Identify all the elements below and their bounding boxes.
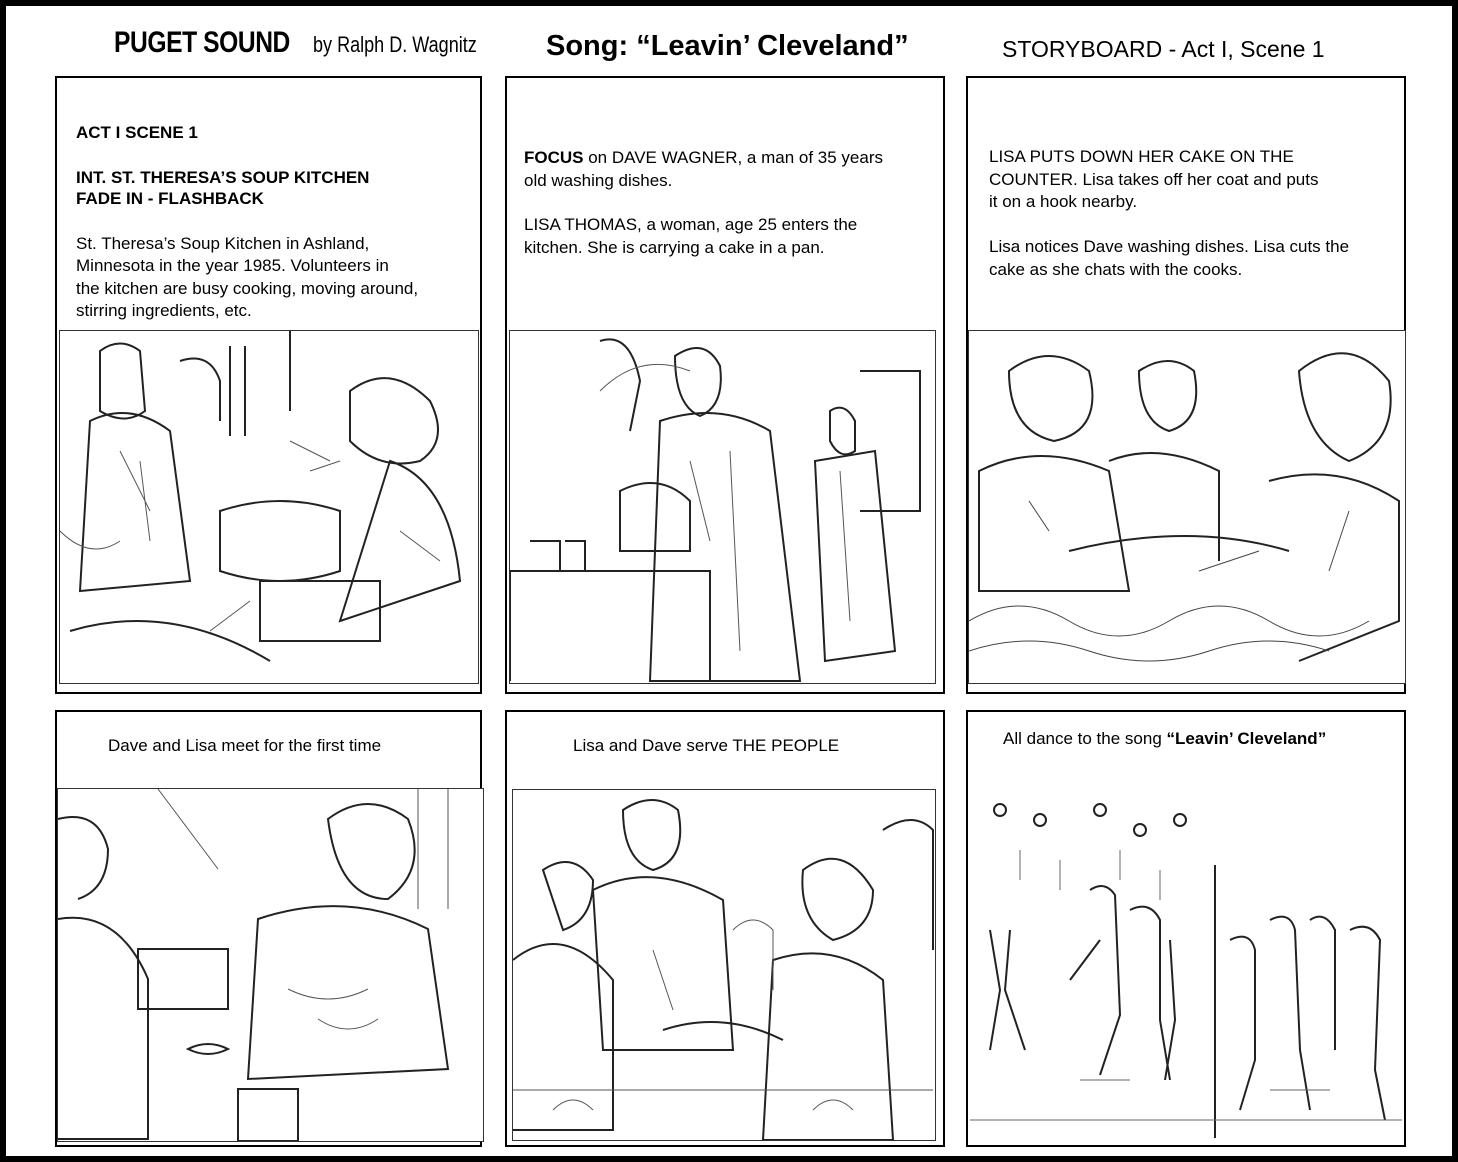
panel-2-body: LISA THOMAS, a woman, age 25 enters the kitchen. She is carrying a cake in a pan. xyxy=(524,215,858,257)
dance-song-title: “Leavin’ Cleveland” xyxy=(1166,729,1327,748)
play-title: PUGET SOUND xyxy=(114,26,290,59)
focus-text: on DAVE WAGNER, a man of 35 years old washing dishes. xyxy=(524,148,884,190)
kitchen-sketch-icon xyxy=(59,330,479,684)
song-title: Song: “Leavin’ Cleveland” xyxy=(546,30,909,62)
panel-1-body: St. Theresa’s Soup Kitchen in Ashland, Minnesota in the year 1985. Volunteers in the kitchen are busy cooking, moving around, stirring ingredients, etc. xyxy=(76,233,419,320)
storyboard-label: STORYBOARD - Act I, Scene 1 xyxy=(1002,36,1325,62)
act-scene-line: ACT I SCENE 1 xyxy=(76,122,198,142)
panel-4-caption: Dave and Lisa meet for the first time xyxy=(108,736,382,755)
panel-6-caption xyxy=(1003,728,1326,751)
panel-1-description xyxy=(76,165,418,345)
storyboard-panel-2 xyxy=(505,76,945,694)
storyboard-panel-1 xyxy=(55,76,482,694)
focus-label: FOCUS xyxy=(524,148,584,167)
fade-in-line: FADE IN - FLASHBACK xyxy=(76,188,264,208)
author-byline: by Ralph D. Wagnitz xyxy=(312,32,477,57)
panel-5-caption: Lisa and Dave serve THE PEOPLE xyxy=(573,736,840,755)
location-line: INT. ST. THERESA’S SOUP KITCHEN xyxy=(76,167,370,187)
storyboard-panel-3 xyxy=(966,76,1406,694)
dance-caption-prefix: All dance to the song xyxy=(1003,729,1167,748)
cake-cutting-sketch-icon xyxy=(968,330,1406,684)
dancing-sketch-icon xyxy=(970,790,1402,1138)
panel-2-focus xyxy=(524,147,883,192)
panel-3-text-1: LISA PUTS DOWN HER CAKE ON THE COUNTER. Lisa takes off her coat and puts it on a hook nearby. xyxy=(989,147,1319,211)
storyboard-panel-5 xyxy=(505,710,945,1147)
storyboard-panel-6 xyxy=(966,710,1406,1147)
serving-sketch-icon xyxy=(512,789,936,1141)
header-left xyxy=(114,26,513,60)
meeting-sketch-icon xyxy=(57,788,484,1142)
panel-3-text-2: Lisa notices Dave washing dishes. Lisa cuts the cake as she chats with the cooks. xyxy=(989,237,1350,279)
storyboard-panel-4 xyxy=(55,710,482,1147)
dishwashing-sketch-icon xyxy=(509,330,936,684)
